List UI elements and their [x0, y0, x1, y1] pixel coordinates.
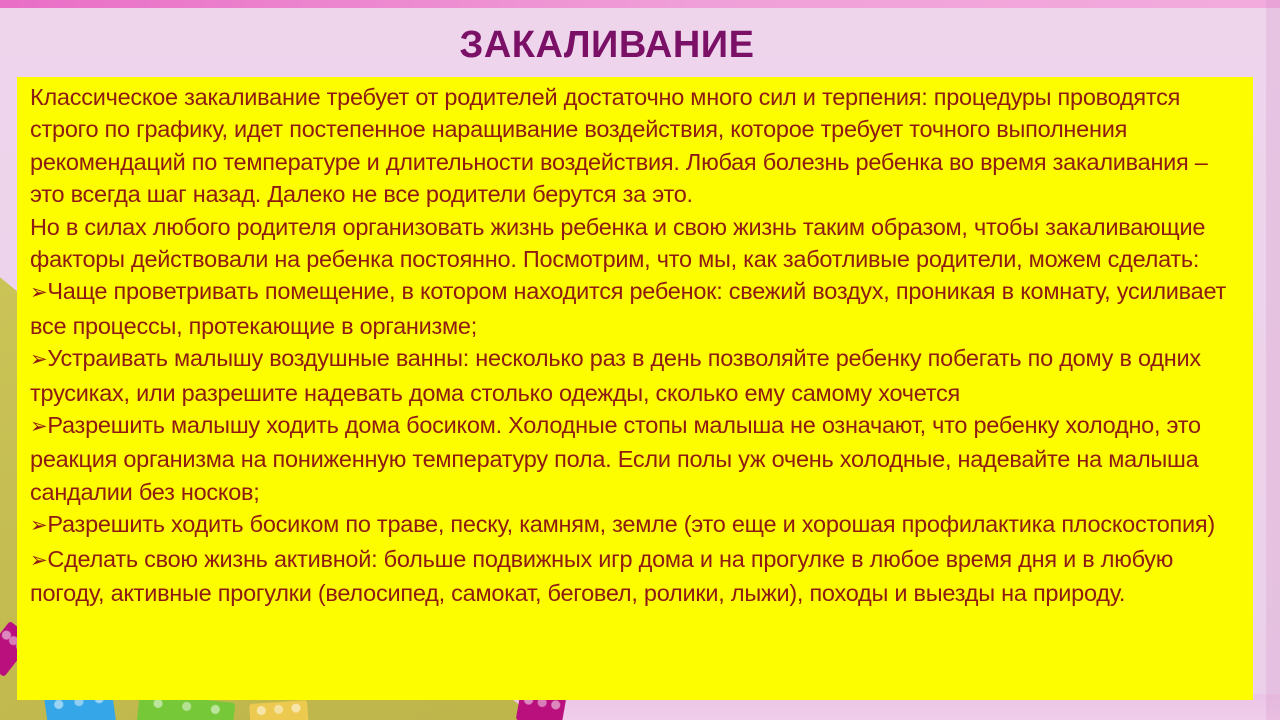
bullet-text: Разрешить ходить босиком по траве, песку, камням, земле (это еще и хорошая профилактика плоскостопия)	[47, 511, 1215, 538]
arrow-bullet-icon: ➢	[30, 415, 48, 439]
intro-paragraph-2	[30, 211, 1241, 276]
top-accent-strip	[0, 0, 1280, 8]
bullet-item-barefoot-outside	[30, 508, 1241, 542]
bullet-item-air-baths	[30, 342, 1241, 409]
paragraph-text: Но в силах любого родителя организовать жизнь ребенка и свою жизнь таким образом, чтобы закаливающие факторы действовали на ребенка постоянно. Посмотрим, что мы, как заботливые родители, можем сделать:	[30, 213, 1206, 273]
paragraph-text: Классическое закаливание требует от родителей достаточно много сил и терпения: процедуры проводятся строго по графику, идет постепенное наращивание воздействия, которое требует точного выполнения рекомендаций по температуре и длительности воздействия. Любая болезнь ребенка во время закаливания – это всегда шаг назад. Далеко не все родители берутся за это.	[30, 84, 1208, 208]
intro-paragraph-1	[30, 81, 1241, 211]
arrow-bullet-icon: ➢	[30, 281, 48, 305]
bullet-text: Сделать свою жизнь активной: больше подвижных игр дома и на прогулке в любое время дня и в любую погоду, активные прогулки (велосипед, самокат, беговел, ролики, лыжи), походы и выезды на природу.	[30, 545, 1174, 607]
bullet-text: Разрешить малышу ходить дома босиком. Холодные стопы малыша не означают, что ребенку холодно, это реакция организма на пониженную температуру пола. Если полы уж очень холодные, надевайте на малыша сандалии без носков;	[30, 412, 1201, 505]
arrow-bullet-icon: ➢	[30, 348, 48, 372]
arrow-bullet-icon: ➢	[30, 548, 48, 572]
bullet-item-active-life	[30, 543, 1241, 610]
lego-brick-yellow-icon	[249, 700, 309, 720]
slide-title: ЗАКАЛИВАНИЕ	[459, 24, 755, 66]
right-edge-shade	[1266, 0, 1280, 720]
bullet-text: Устраивать малышу воздушные ванны: несколько раз в день позволяйте ребенку побегать по дому в одних трусиках, или разрешите надевать дома столько одежды, сколько ему самому хочется	[30, 345, 1201, 406]
bullet-item-barefoot-home	[30, 409, 1241, 508]
content-box	[17, 77, 1253, 700]
bullet-text: Чаще проветривать помещение, в котором находится ребенок: свежий воздух, проникая в комнату, усиливает все процессы, протекающие в организме;	[30, 278, 1227, 339]
arrow-bullet-icon: ➢	[30, 514, 48, 538]
bullet-item-air	[30, 275, 1241, 342]
